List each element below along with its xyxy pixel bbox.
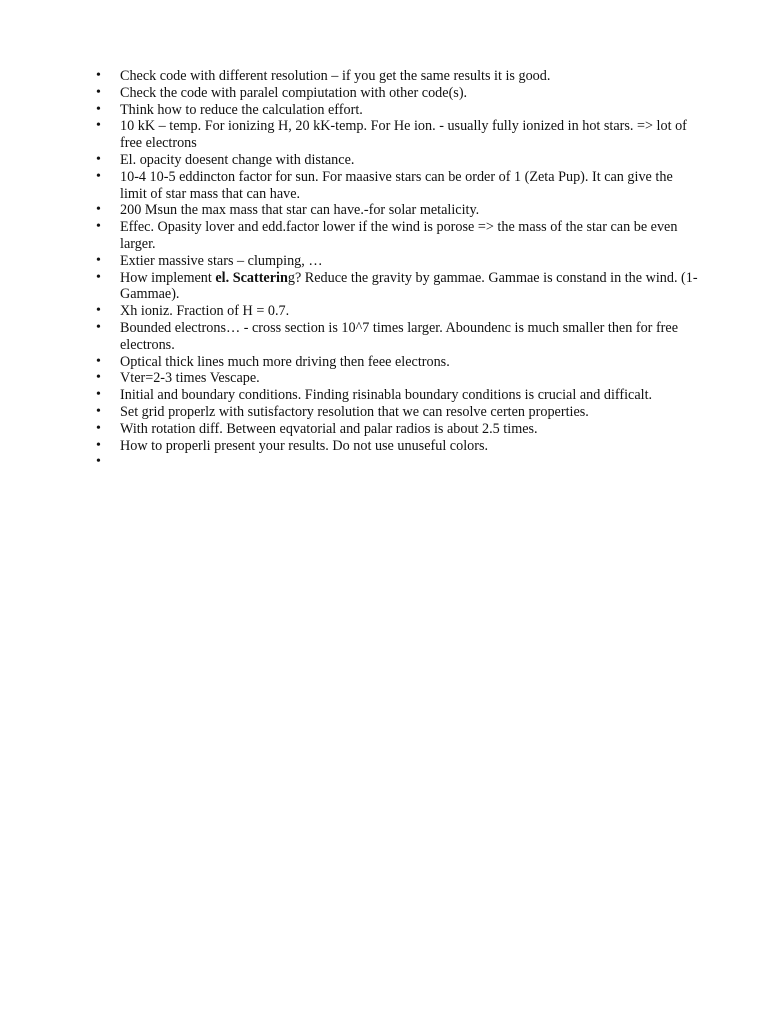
bullet-icon: •	[96, 370, 101, 386]
list-item-text: 200 Msun the max mass that star can have.-for solar metalicity.	[120, 202, 480, 219]
list-item	[96, 438, 698, 455]
bullet-icon: •	[96, 219, 101, 235]
bullet-icon: •	[96, 454, 101, 470]
list-item	[96, 454, 698, 471]
list-item-text: Set grid properlz with sutisfactory resolution that we can resolve certen properties.	[120, 403, 589, 420]
bullet-icon: •	[96, 151, 101, 167]
bullet-icon: •	[96, 168, 101, 184]
bullet-icon: •	[96, 101, 101, 117]
list-item	[96, 202, 698, 219]
bullet-icon: •	[96, 269, 101, 285]
list-item	[96, 354, 698, 371]
bullet-icon: •	[96, 353, 101, 369]
list-item	[96, 219, 698, 253]
list-item	[96, 387, 698, 404]
list-item-text: Bounded electrons… - cross section is 10^7 times larger. Aboundenc is much smaller then for free electrons.	[120, 319, 678, 353]
list-item-text: 10 kK – temp. For ionizing H, 20 kK-temp. For He ion. - usually fully ionized in hot stars. => lot of free electrons	[120, 118, 687, 152]
list-item-text: El. opacity doesent change with distance.	[120, 151, 355, 168]
list-item-text: Think how to reduce the calculation effort.	[120, 101, 363, 118]
list-item-text: Extier massive stars – clumping, …	[120, 252, 323, 269]
list-item-text-suffix: g? Reduce the gravity by gammae. Gammae is constand in the wind. (1-Gammae).	[120, 269, 698, 303]
list-item-text-prefix: How implement	[120, 269, 216, 286]
bullet-icon: •	[96, 403, 101, 419]
bullet-list	[96, 68, 698, 471]
list-item	[96, 421, 698, 438]
list-item-text: 10-4 10-5 eddincton factor for sun. For maasive stars can be order of 1 (Zeta Pup). It can give the limit of star mass that can have.	[120, 168, 673, 202]
list-item-text: Xh ioniz. Fraction of H = 0.7.	[120, 303, 290, 320]
list-item	[96, 303, 698, 320]
list-item-text: With rotation diff. Between eqvatorial and palar radios is about 2.5 times.	[120, 420, 538, 437]
list-item	[96, 68, 698, 85]
bullet-icon: •	[96, 319, 101, 335]
list-item	[96, 102, 698, 119]
bullet-icon: •	[96, 118, 101, 134]
list-item-text: Check the code with paralel compiutation with other code(s).	[120, 84, 468, 101]
list-item-text: Optical thick lines much more driving then feee electrons.	[120, 353, 450, 370]
bullet-icon: •	[96, 303, 101, 319]
bullet-icon: •	[96, 420, 101, 436]
list-item-text: Initial and boundary conditions. Finding risinabla boundary conditions is crucial and difficalt.	[120, 387, 653, 404]
list-item	[96, 152, 698, 169]
list-item	[96, 404, 698, 421]
list-item-text: Check code with different resolution – if you get the same results it is good.	[120, 68, 551, 84]
list-item-text: Vter=2-3 times Vescape.	[120, 370, 260, 387]
list-item	[96, 169, 698, 203]
bullet-icon: •	[96, 68, 101, 83]
list-item	[96, 320, 698, 354]
list-item	[96, 85, 698, 102]
list-item	[96, 253, 698, 270]
bullet-icon: •	[96, 387, 101, 403]
list-item	[96, 270, 698, 304]
list-item	[96, 370, 698, 387]
list-item-text: How to properli present your results. Do not use unuseful colors.	[120, 437, 489, 454]
bullet-icon: •	[96, 252, 101, 268]
bullet-icon: •	[96, 84, 101, 100]
list-item-text: Effec. Opasity lover and edd.factor lower if the wind is porose => the mass of the star can be even larger.	[120, 219, 678, 252]
list-item	[96, 118, 698, 152]
list-item-text-bold: el. Scatterin	[215, 269, 288, 286]
bullet-icon: •	[96, 202, 101, 218]
bullet-icon: •	[96, 437, 101, 453]
